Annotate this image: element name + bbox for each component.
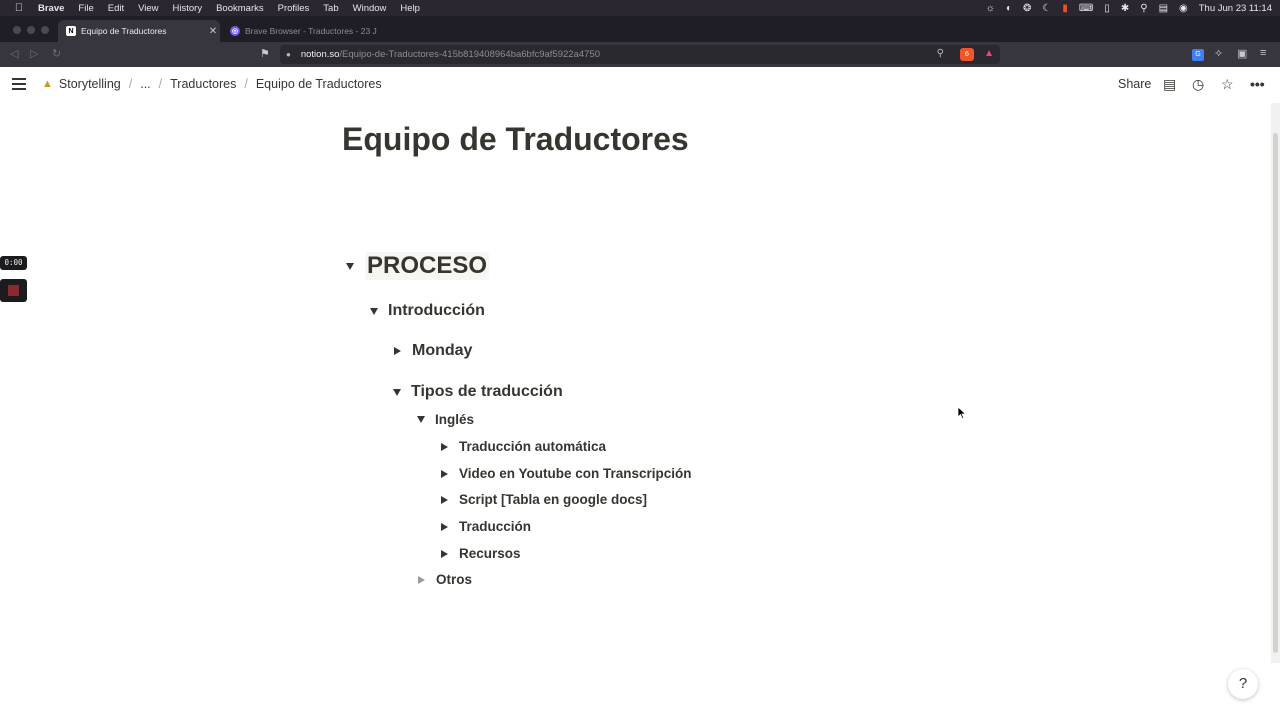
- browser-menu-icon[interactable]: ≡: [1260, 47, 1267, 59]
- breadcrumb-traductores[interactable]: Traductores: [170, 77, 237, 91]
- toggle-expanded-icon[interactable]: [393, 389, 401, 396]
- reload-icon[interactable]: ↻: [52, 48, 62, 60]
- tab-label: Equipo de Traductores: [81, 26, 167, 36]
- menu-window[interactable]: Window: [352, 2, 387, 14]
- recording-timer: 0:00: [0, 256, 27, 270]
- toggle-traduccion[interactable]: [441, 519, 531, 534]
- control-center-icon[interactable]: ▤: [1158, 2, 1169, 14]
- url-host: notion.so: [300, 49, 340, 60]
- updates-clock-icon[interactable]: ◷: [1192, 76, 1205, 92]
- menu-help[interactable]: Help: [400, 2, 420, 14]
- toggle-traduccion-automatica[interactable]: [441, 439, 606, 454]
- zoom-icon[interactable]: ⚲: [936, 48, 944, 59]
- breadcrumb-ellipsis[interactable]: ...: [140, 77, 151, 91]
- breadcrumb-separator: /: [244, 77, 248, 91]
- battery-icon[interactable]: ▯: [1104, 2, 1110, 14]
- moon-icon[interactable]: ☾: [1042, 2, 1052, 14]
- tab-label: Brave Browser - Traductores - 23 J: [245, 26, 377, 36]
- forward-icon[interactable]: ▷: [30, 48, 39, 60]
- toggle-label[interactable]: Inglés: [435, 412, 475, 427]
- back-icon[interactable]: ◁: [10, 48, 19, 60]
- url-path: /Equipo-de-Traductores-415b819408964ba6bfc9af5922a4750: [339, 49, 600, 60]
- toggle-expanded-icon[interactable]: [417, 416, 425, 423]
- toggle-collapsed-icon[interactable]: [441, 470, 448, 478]
- minimize-window-icon[interactable]: [27, 26, 35, 34]
- tab-brave-browser[interactable]: [222, 20, 380, 42]
- translate-extension-icon[interactable]: G: [1192, 49, 1204, 61]
- lock-icon[interactable]: ●: [286, 50, 291, 59]
- siri-icon[interactable]: ◉: [1179, 2, 1188, 14]
- menu-edit[interactable]: Edit: [107, 2, 125, 14]
- toggle-label[interactable]: Tipos de traducción: [411, 383, 563, 400]
- toggle-video-youtube[interactable]: [441, 466, 692, 481]
- close-window-icon[interactable]: [13, 26, 21, 34]
- menu-bar-clock[interactable]: Thu Jun 23 11:14: [1198, 2, 1272, 14]
- feather-icon[interactable]: ❂: [1023, 2, 1032, 14]
- breadcrumb-storytelling[interactable]: Storytelling: [58, 77, 121, 91]
- menu-brave[interactable]: Brave: [38, 2, 65, 14]
- breadcrumb-current-page[interactable]: Equipo de Traductores: [255, 77, 382, 91]
- address-bar[interactable]: [280, 45, 1000, 64]
- keyboard-icon[interactable]: ⌨: [1078, 2, 1094, 14]
- zoom-window-icon[interactable]: [41, 26, 49, 34]
- bluetooth-icon[interactable]: ✱: [1120, 2, 1130, 14]
- toggle-recursos[interactable]: [441, 546, 521, 561]
- menu-view[interactable]: View: [138, 2, 159, 14]
- share-button[interactable]: Share: [1118, 77, 1152, 91]
- toggle-heading-introduccion[interactable]: [370, 302, 485, 320]
- breadcrumb-separator: /: [128, 77, 133, 91]
- menu-tab[interactable]: Tab: [323, 2, 339, 14]
- toggle-label[interactable]: Script [Tabla en google docs]: [459, 492, 648, 507]
- recorder-favicon-icon: ◎: [231, 28, 239, 35]
- brave-rewards-icon[interactable]: ▲: [984, 48, 994, 59]
- toggle-collapsed-icon[interactable]: [441, 523, 448, 531]
- stop-recording-button[interactable]: [0, 279, 27, 302]
- breadcrumb-separator: /: [158, 77, 163, 91]
- bookmark-icon[interactable]: ⚑: [260, 48, 270, 60]
- notion-favicon-icon: N: [66, 26, 76, 36]
- toggle-collapsed-icon[interactable]: [441, 443, 448, 451]
- browser-toolbar: [0, 42, 1280, 67]
- search-icon[interactable]: ⚲: [1140, 2, 1148, 14]
- toggle-label[interactable]: Video en Youtube con Transcripción: [459, 466, 692, 481]
- mouse-cursor-icon: [957, 406, 967, 420]
- brave-shields-icon[interactable]: 6: [960, 48, 974, 61]
- toggle-ingles[interactable]: [417, 412, 474, 427]
- wallet-icon[interactable]: ▣: [1237, 48, 1248, 60]
- apple-logo-icon[interactable]: [10, 2, 28, 14]
- menu-profiles[interactable]: Profiles: [277, 2, 310, 14]
- toggle-heading-tipos-de-traduccion[interactable]: [393, 383, 563, 401]
- toggle-label[interactable]: PROCESO: [367, 252, 488, 279]
- toggle-script[interactable]: [441, 492, 647, 507]
- page-emoji-icon: ▲: [42, 78, 53, 90]
- sidebar-menu-icon[interactable]: [12, 78, 26, 90]
- menu-bookmarks[interactable]: Bookmarks: [216, 2, 264, 14]
- macos-menu-bar: [0, 0, 1280, 16]
- screen-recorder-icon[interactable]: ◐: [1005, 2, 1013, 14]
- toggle-heading-monday[interactable]: [394, 342, 472, 360]
- toggle-collapsed-icon[interactable]: [441, 550, 448, 558]
- breadcrumb: [42, 77, 382, 91]
- menu-file[interactable]: File: [78, 2, 94, 14]
- toggle-label[interactable]: Monday: [412, 342, 473, 359]
- menu-history[interactable]: History: [172, 2, 203, 14]
- notion-top-bar: [0, 67, 1280, 103]
- toggle-expanded-icon[interactable]: [346, 263, 354, 270]
- toggle-label[interactable]: Recursos: [459, 546, 521, 561]
- brightness-icon[interactable]: ☼: [985, 2, 995, 14]
- tab-equipo-de-traductores[interactable]: [58, 20, 220, 42]
- toggle-expanded-icon[interactable]: [370, 308, 378, 315]
- toggle-label[interactable]: Traducción: [459, 519, 532, 534]
- more-options-icon[interactable]: •••: [1250, 76, 1265, 92]
- comments-icon[interactable]: ▤: [1163, 76, 1177, 92]
- stop-icon: [8, 285, 19, 296]
- scrollbar-thumb[interactable]: [1273, 133, 1278, 653]
- toggle-collapsed-icon[interactable]: [418, 576, 425, 584]
- extensions-puzzle-icon[interactable]: ✧: [1214, 48, 1224, 60]
- toggle-label[interactable]: Introducción: [388, 302, 485, 319]
- help-button[interactable]: ?: [1228, 669, 1258, 699]
- toggle-heading-proceso[interactable]: [346, 252, 489, 280]
- toggle-label[interactable]: Traducción automática: [459, 439, 607, 454]
- flag-icon[interactable]: ▮: [1062, 2, 1068, 14]
- favorite-star-icon[interactable]: ☆: [1221, 76, 1234, 92]
- toggle-label[interactable]: Otros: [436, 572, 473, 587]
- browser-tab-bar: [0, 16, 1280, 42]
- toggle-collapsed-icon[interactable]: [441, 496, 448, 504]
- scrollbar[interactable]: [1271, 103, 1280, 663]
- toggle-otros[interactable]: [418, 572, 472, 587]
- toggle-collapsed-icon[interactable]: [394, 347, 401, 355]
- page-title[interactable]: Equipo de Traductores: [342, 121, 689, 157]
- close-tab-icon[interactable]: ✕: [208, 25, 218, 37]
